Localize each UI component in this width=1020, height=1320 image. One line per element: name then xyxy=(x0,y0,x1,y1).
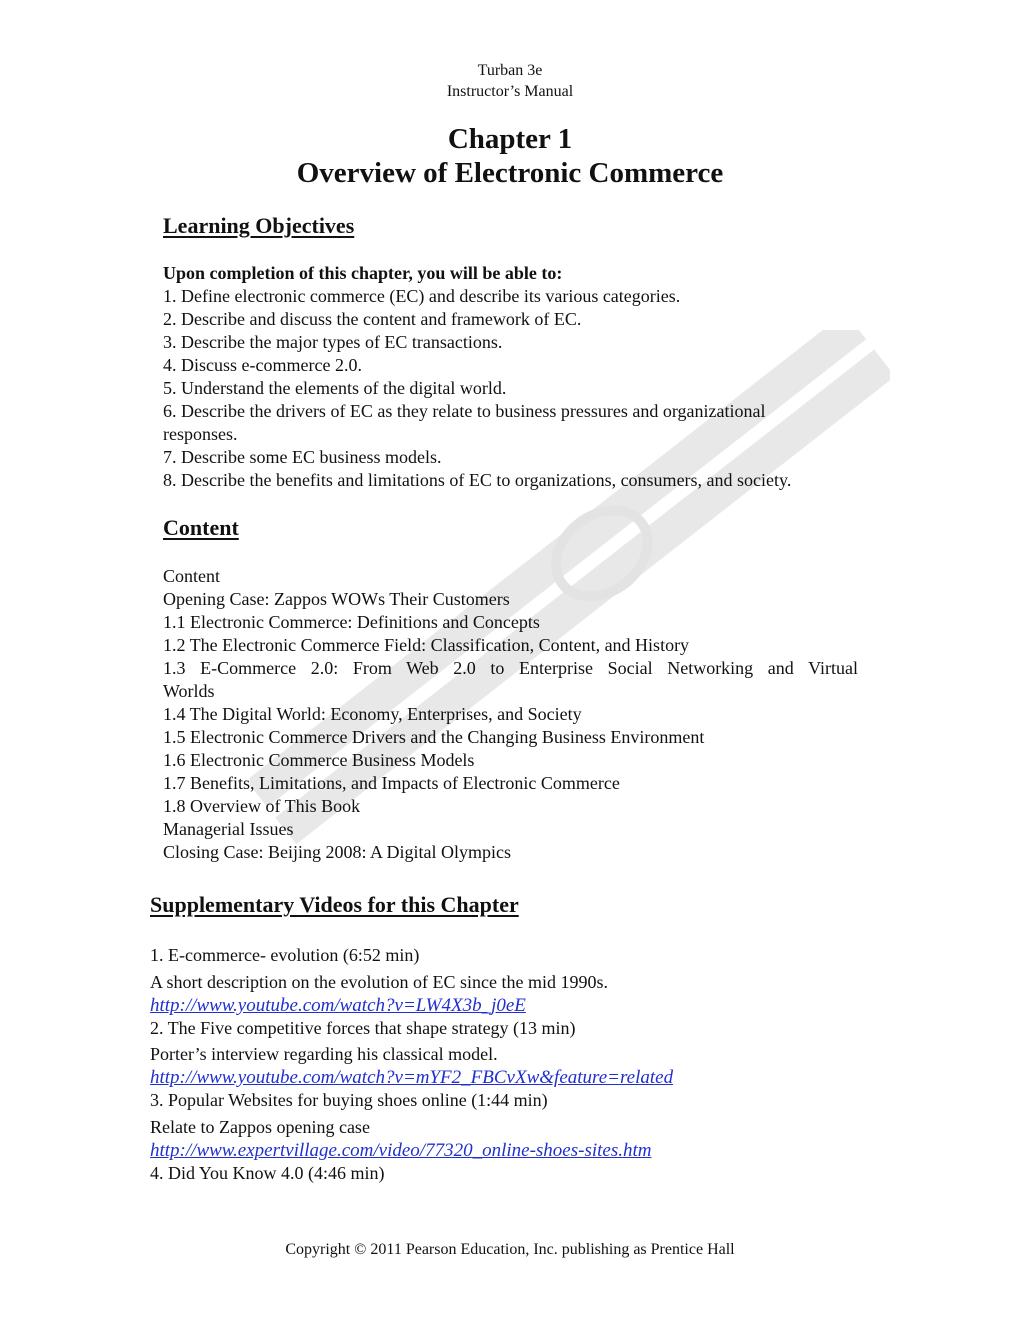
objectives-intro: Upon completion of this chapter, you will be able to: xyxy=(163,263,563,283)
content-item: Closing Case: Beijing 2008: A Digital Olympics xyxy=(163,842,512,862)
objective-item: 6. Describe the drivers of EC as they relate to business pressures and organizational xyxy=(163,401,766,421)
chapter-title: Overview of Electronic Commerce xyxy=(296,157,724,189)
watermark-seal xyxy=(539,493,665,614)
objective-item: 7. Describe some EC business models. xyxy=(163,447,442,467)
objective-item: 1. Define electronic commerce (EC) and describe its various categories. xyxy=(163,286,681,306)
header-manual: Instructor’s Manual xyxy=(446,83,574,100)
learning-objectives-heading: Learning Objectives xyxy=(163,213,355,238)
video-description: Porter’s interview regarding his classical model. xyxy=(150,1044,498,1064)
objective-item: 8. Describe the benefits and limitations of EC to organizations, consumers, and society. xyxy=(163,470,792,490)
content-item-continued: Worlds xyxy=(163,681,215,701)
video-link[interactable]: http://www.expertvillage.com/video/77320_online-shoes-sites.htm xyxy=(150,1140,652,1161)
video-title: 1. E-commerce- evolution (6:52 min) xyxy=(150,945,420,965)
header-book: Turban 3e xyxy=(477,62,543,79)
content-item: 1.2 The Electronic Commerce Field: Classification, Content, and History xyxy=(163,635,690,655)
content-item: 1.8 Overview of This Book xyxy=(163,796,361,816)
video-title: 4. Did You Know 4.0 (4:46 min) xyxy=(150,1163,385,1183)
content-item: 1.7 Benefits, Limitations, and Impacts of Electronic Commerce xyxy=(163,773,620,793)
content-item: 1.3 E-Commerce 2.0: From Web 2.0 to Enterprise Social Networking and Virtual xyxy=(163,658,858,678)
chapter-number: Chapter 1 xyxy=(447,123,573,155)
video-description: A short description on the evolution of EC since the mid 1990s. xyxy=(150,972,608,992)
objective-item: 5. Understand the elements of the digital world. xyxy=(163,378,507,398)
video-link[interactable]: http://www.youtube.com/watch?v=LW4X3b_j0eE xyxy=(150,995,526,1016)
content-item: Opening Case: Zappos WOWs Their Customers xyxy=(163,589,510,609)
content-item: 1.1 Electronic Commerce: Definitions and Concepts xyxy=(163,612,540,632)
content-item: 1.6 Electronic Commerce Business Models xyxy=(163,750,475,770)
content-item: Managerial Issues xyxy=(163,819,294,839)
videos-heading: Supplementary Videos for this Chapter xyxy=(150,892,519,917)
objective-item: 2. Describe and discuss the content and framework of EC. xyxy=(163,309,582,329)
video-description: Relate to Zappos opening case xyxy=(150,1117,370,1137)
objective-item-continued: responses. xyxy=(163,424,238,444)
content-item: Content xyxy=(163,566,220,586)
content-heading: Content xyxy=(163,515,239,540)
content-item: 1.5 Electronic Commerce Drivers and the Changing Business Environment xyxy=(163,727,705,747)
video-link[interactable]: http://www.youtube.com/watch?v=mYF2_FBCvXw&feature=related xyxy=(150,1067,674,1088)
content-item: 1.4 The Digital World: Economy, Enterprises, and Society xyxy=(163,704,582,724)
video-title: 3. Popular Websites for buying shoes online (1:44 min) xyxy=(150,1090,548,1110)
objective-item: 4. Discuss e-commerce 2.0. xyxy=(163,355,362,375)
video-title: 2. The Five competitive forces that shape strategy (13 min) xyxy=(150,1018,576,1038)
copyright-footer: Copyright © 2011 Pearson Education, Inc. publishing as Prentice Hall xyxy=(285,1241,735,1258)
objective-item: 3. Describe the major types of EC transactions. xyxy=(163,332,503,352)
